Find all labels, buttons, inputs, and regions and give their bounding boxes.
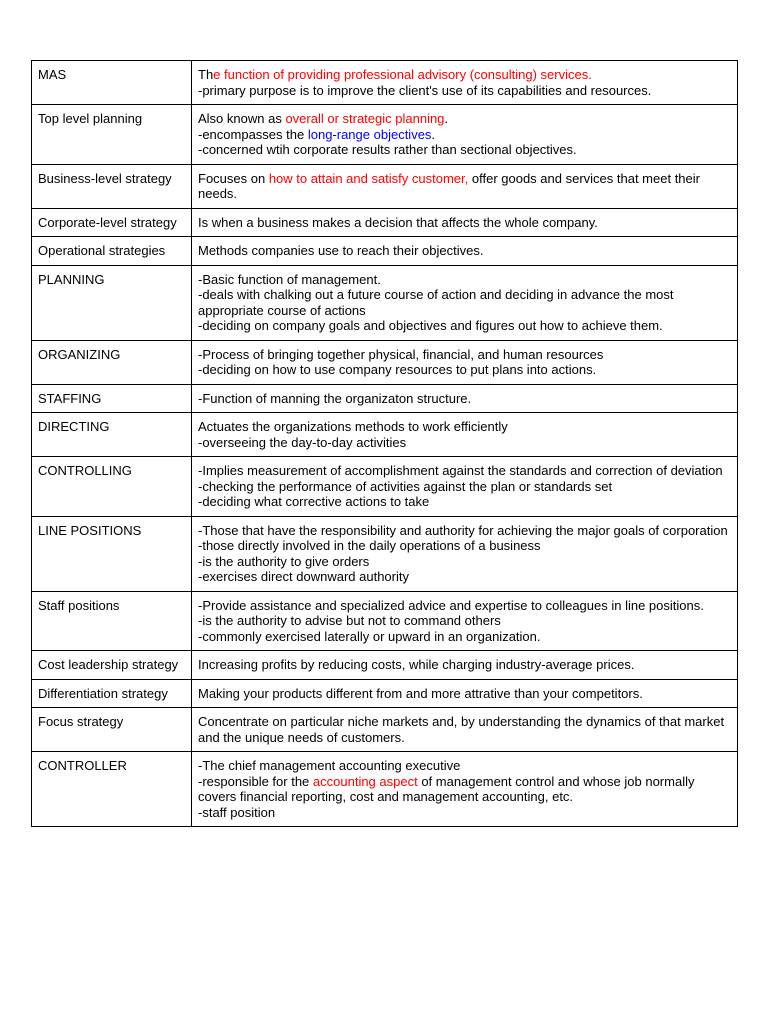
definition-line <box>198 287 731 318</box>
definition-line <box>198 598 731 614</box>
table-row <box>32 61 738 105</box>
definition-text: -exercises direct downward authority <box>198 569 409 584</box>
definition-line <box>198 111 731 127</box>
definition-text: Focuses on <box>198 170 269 186</box>
definition-cell <box>192 457 738 517</box>
definition-cell <box>192 208 738 237</box>
definition-line <box>198 479 731 495</box>
definition-text: Increasing profits by reducing costs, while charging industry-average prices. <box>198 657 635 672</box>
table-row <box>32 708 738 752</box>
table-row <box>32 457 738 517</box>
definition-line <box>198 686 731 702</box>
highlight-red-text: accounting aspect <box>312 773 418 789</box>
definition-line <box>198 83 731 99</box>
term-cell: PLANNING <box>32 265 192 340</box>
definition-text: Actuates the organizations methods to work efficiently <box>198 419 508 434</box>
definition-text: Making your products different from and more attrative than your competitors. <box>198 685 643 701</box>
table-row <box>32 752 738 827</box>
term-cell: MAS <box>32 61 192 105</box>
definition-text: -checking the performance of activities against the plan or standards set <box>198 478 613 494</box>
definition-cell <box>192 164 738 208</box>
term-cell: CONTROLLING <box>32 457 192 517</box>
definition-cell <box>192 340 738 384</box>
table-row <box>32 340 738 384</box>
definition-line <box>198 629 731 645</box>
definition-line <box>198 362 731 378</box>
table-row <box>32 591 738 651</box>
term-cell: ORGANIZING <box>32 340 192 384</box>
term-cell: Cost leadership strategy <box>32 651 192 680</box>
term-cell: Corporate-level strategy <box>32 208 192 237</box>
definition-text: . <box>431 126 436 142</box>
definition-cell <box>192 591 738 651</box>
highlight-blue-text: long-range objectives <box>307 126 432 142</box>
definition-line <box>198 347 731 363</box>
term-cell: Staff positions <box>32 591 192 651</box>
term-cell: Top level planning <box>32 105 192 165</box>
definition-text: -commonly exercised laterally or upward in an organization. <box>198 628 541 644</box>
definition-cell <box>192 679 738 708</box>
definition-line <box>198 243 731 259</box>
definition-line <box>198 463 731 479</box>
term-cell: Operational strategies <box>32 237 192 266</box>
definition-text: -is the authority to advise but not to command others <box>198 613 501 628</box>
definition-line <box>198 569 731 585</box>
definition-text: . <box>444 111 449 126</box>
definition-text: -responsible for the <box>198 773 313 789</box>
glossary-body <box>32 61 738 827</box>
glossary-table <box>31 60 738 827</box>
term-cell: Focus strategy <box>32 708 192 752</box>
definition-line <box>198 613 731 629</box>
definition-cell <box>192 413 738 457</box>
table-row <box>32 651 738 680</box>
definition-line <box>198 272 731 288</box>
table-row <box>32 105 738 165</box>
table-row <box>32 237 738 266</box>
table-row <box>32 413 738 457</box>
definition-line <box>198 657 731 673</box>
definition-line <box>198 538 731 554</box>
definition-text: -Process of bringing together physical, financial, and human resources <box>198 346 604 362</box>
definition-text: Concentrate on particular niche markets and, by understanding the dynamics of that market and the unique needs of customers. <box>198 714 725 745</box>
table-row <box>32 679 738 708</box>
definition-cell <box>192 651 738 680</box>
highlight-red-text: e function of providing professional advisory (consulting) services. <box>213 67 592 82</box>
term-cell: STAFFING <box>32 384 192 413</box>
table-row <box>32 208 738 237</box>
definition-text: Th <box>198 67 214 82</box>
definition-text: -those directly involved in the daily operations of a business <box>198 538 541 553</box>
definition-cell <box>192 384 738 413</box>
definition-text: Methods companies use to reach their objectives. <box>198 243 484 258</box>
definition-text: Also known as <box>198 111 286 126</box>
definition-line <box>198 391 731 407</box>
definition-text: -concerned wtih corporate results rather than sectional objectives. <box>198 142 577 157</box>
definition-text: -Provide assistance and specialized advice and expertise to colleagues in line positions. <box>198 597 704 613</box>
definition-line <box>198 758 731 774</box>
definition-text: -The chief management accounting executive <box>198 758 461 773</box>
term-cell: LINE POSITIONS <box>32 516 192 591</box>
definition-text: -primary purpose is to improve the client's use of its capabilities and resources. <box>198 82 652 98</box>
definition-text: -Function of manning the organizaton structure. <box>198 390 472 406</box>
definition-text: -deciding what corrective actions to take <box>198 494 430 509</box>
definition-text: -Those that have the responsibility and authority for achieving the major goals of corporation <box>198 522 728 538</box>
definition-text: -Basic function of management. <box>198 271 381 287</box>
table-row <box>32 164 738 208</box>
definition-cell <box>192 105 738 165</box>
definition-text: -is the authority to give orders <box>198 553 370 569</box>
definition-text: -staff position <box>198 804 276 820</box>
definition-line <box>198 215 731 231</box>
highlight-red-text: how to attain and satisfy customer, <box>268 170 469 186</box>
definition-text: of management control and whose job normally covers financial reporting, cost and management accounting, etc. <box>198 773 695 804</box>
definition-cell <box>192 752 738 827</box>
definition-line <box>198 127 731 143</box>
definition-text: -encompasses the <box>198 126 308 142</box>
table-row <box>32 384 738 413</box>
definition-line <box>198 67 731 83</box>
definition-cell <box>192 265 738 340</box>
highlight-red-text: overall or strategic planning <box>285 111 445 126</box>
definition-line <box>198 554 731 570</box>
definition-cell <box>192 708 738 752</box>
definition-line <box>198 435 731 451</box>
table-row <box>32 265 738 340</box>
term-cell: CONTROLLER <box>32 752 192 827</box>
definition-text: -Implies measurement of accomplishment against the standards and correction of deviation <box>198 463 723 478</box>
definition-cell <box>192 61 738 105</box>
definition-text: offer goods and services that meet their needs. <box>198 170 700 201</box>
definition-text: -deciding on how to use company resources to put plans into actions. <box>198 362 597 377</box>
term-cell: DIRECTING <box>32 413 192 457</box>
definition-line <box>198 171 731 202</box>
definition-line <box>198 419 731 435</box>
definition-text: -deciding on company goals and objectives and figures out how to achieve them. <box>198 318 663 333</box>
term-cell: Differentiation strategy <box>32 679 192 708</box>
definition-text: -overseeing the day-to-day activities <box>198 434 407 450</box>
definition-line <box>198 805 731 821</box>
definition-line <box>198 523 731 539</box>
definition-text: Is when a business makes a decision that affects the whole company. <box>198 214 598 230</box>
definition-text: -deals with chalking out a future course of action and deciding in advance the most appropriate course of actions <box>198 287 674 318</box>
term-cell: Business-level strategy <box>32 164 192 208</box>
definition-line <box>198 142 731 158</box>
definition-cell <box>192 237 738 266</box>
definition-line <box>198 714 731 745</box>
definition-cell <box>192 516 738 591</box>
table-row <box>32 516 738 591</box>
definition-line <box>198 494 731 510</box>
definition-line <box>198 318 731 334</box>
definition-line <box>198 774 731 805</box>
